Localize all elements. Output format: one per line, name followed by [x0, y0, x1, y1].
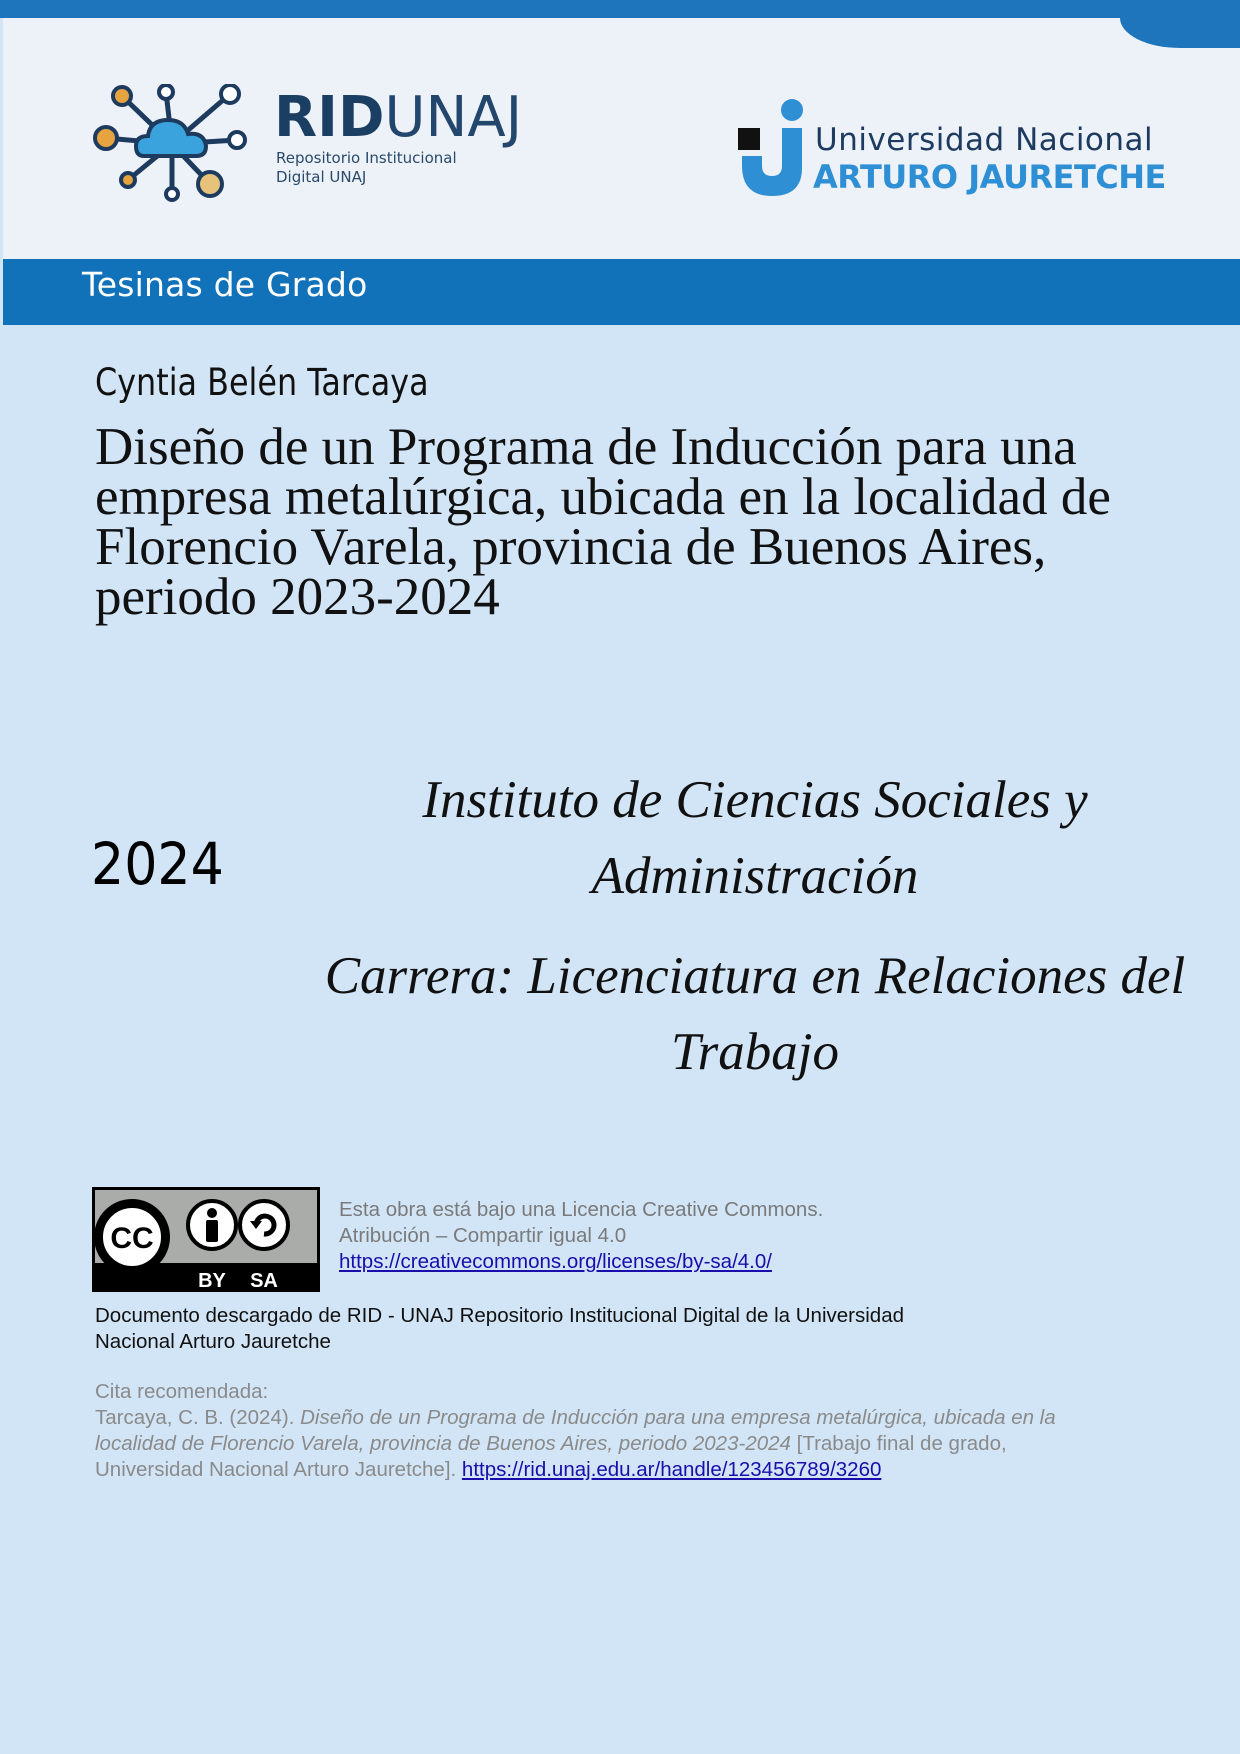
university-j-logo-icon — [738, 98, 808, 198]
download-note: Documento descargado de RID - UNAJ Repositorio Institucional Digital de la Universidad Nacional Arturo Jauretche — [95, 1304, 904, 1353]
sa-label: SA — [250, 1270, 278, 1292]
career-name: Carrera: Licenciatura en Relaciones del Trabajo — [324, 947, 1186, 1081]
institute-name: Instituto de Ciencias Sociales y Administración — [422, 771, 1088, 905]
repository-logo-bold: RID — [274, 85, 385, 150]
creative-commons-by-sa-badge — [92, 1187, 320, 1292]
license-text — [339, 1197, 823, 1275]
repository-logo-light: UNAJ — [384, 85, 523, 150]
author-name: Cyntia Belén Tarcaya — [95, 361, 429, 404]
license-link[interactable]: https://creativecommons.org/licenses/by-sa/4.0/ — [339, 1250, 772, 1273]
repository-logo-wordmark — [274, 85, 523, 150]
section-band-label: Tesinas de Grado — [82, 265, 368, 304]
publication-year: 2024 — [91, 830, 224, 898]
by-label: BY — [198, 1270, 226, 1292]
license-line1: Esta obra está bajo una Licencia Creative Commons. — [339, 1198, 824, 1221]
citation-block — [95, 1379, 1115, 1483]
university-logo-line2: ARTURO JAURETCHE — [813, 158, 1166, 196]
citation-suffix: [Trabajo final de grado, Universidad Nacional Arturo Jauretche]. — [95, 1432, 1007, 1481]
citation-text — [95, 1405, 1115, 1483]
citation-heading: Cita recomendada: — [95, 1380, 269, 1403]
university-logo-line1: Universidad Nacional — [815, 122, 1154, 158]
thesis-title: Diseño de un Programa de Inducción para una empresa metalúrgica, ubicada en la localidad de Florencio Varela, provincia de Buenos Aires, periodo 2023-2024 — [95, 418, 1111, 626]
license-line2: Atribución – Compartir igual 4.0 — [339, 1224, 627, 1247]
network-cloud-icon — [92, 84, 252, 204]
citation-title: Diseño de un Programa de Inducción para una empresa metalúrgica, ubicada en la localidad de Florencio Varela, provincia de Buenos Aires, periodo 2023-2024 — [95, 1406, 1056, 1455]
cc-icon: CC — [110, 1222, 154, 1255]
citation-prefix: Tarcaya, C. B. (2024). — [95, 1406, 301, 1429]
repository-logo-subtitle: Repositorio Institucional Digital UNAJ — [276, 149, 457, 186]
citation-link[interactable]: https://rid.unaj.edu.ar/handle/123456789/3260 — [461, 1458, 882, 1481]
top-accent-bar — [0, 0, 1240, 18]
